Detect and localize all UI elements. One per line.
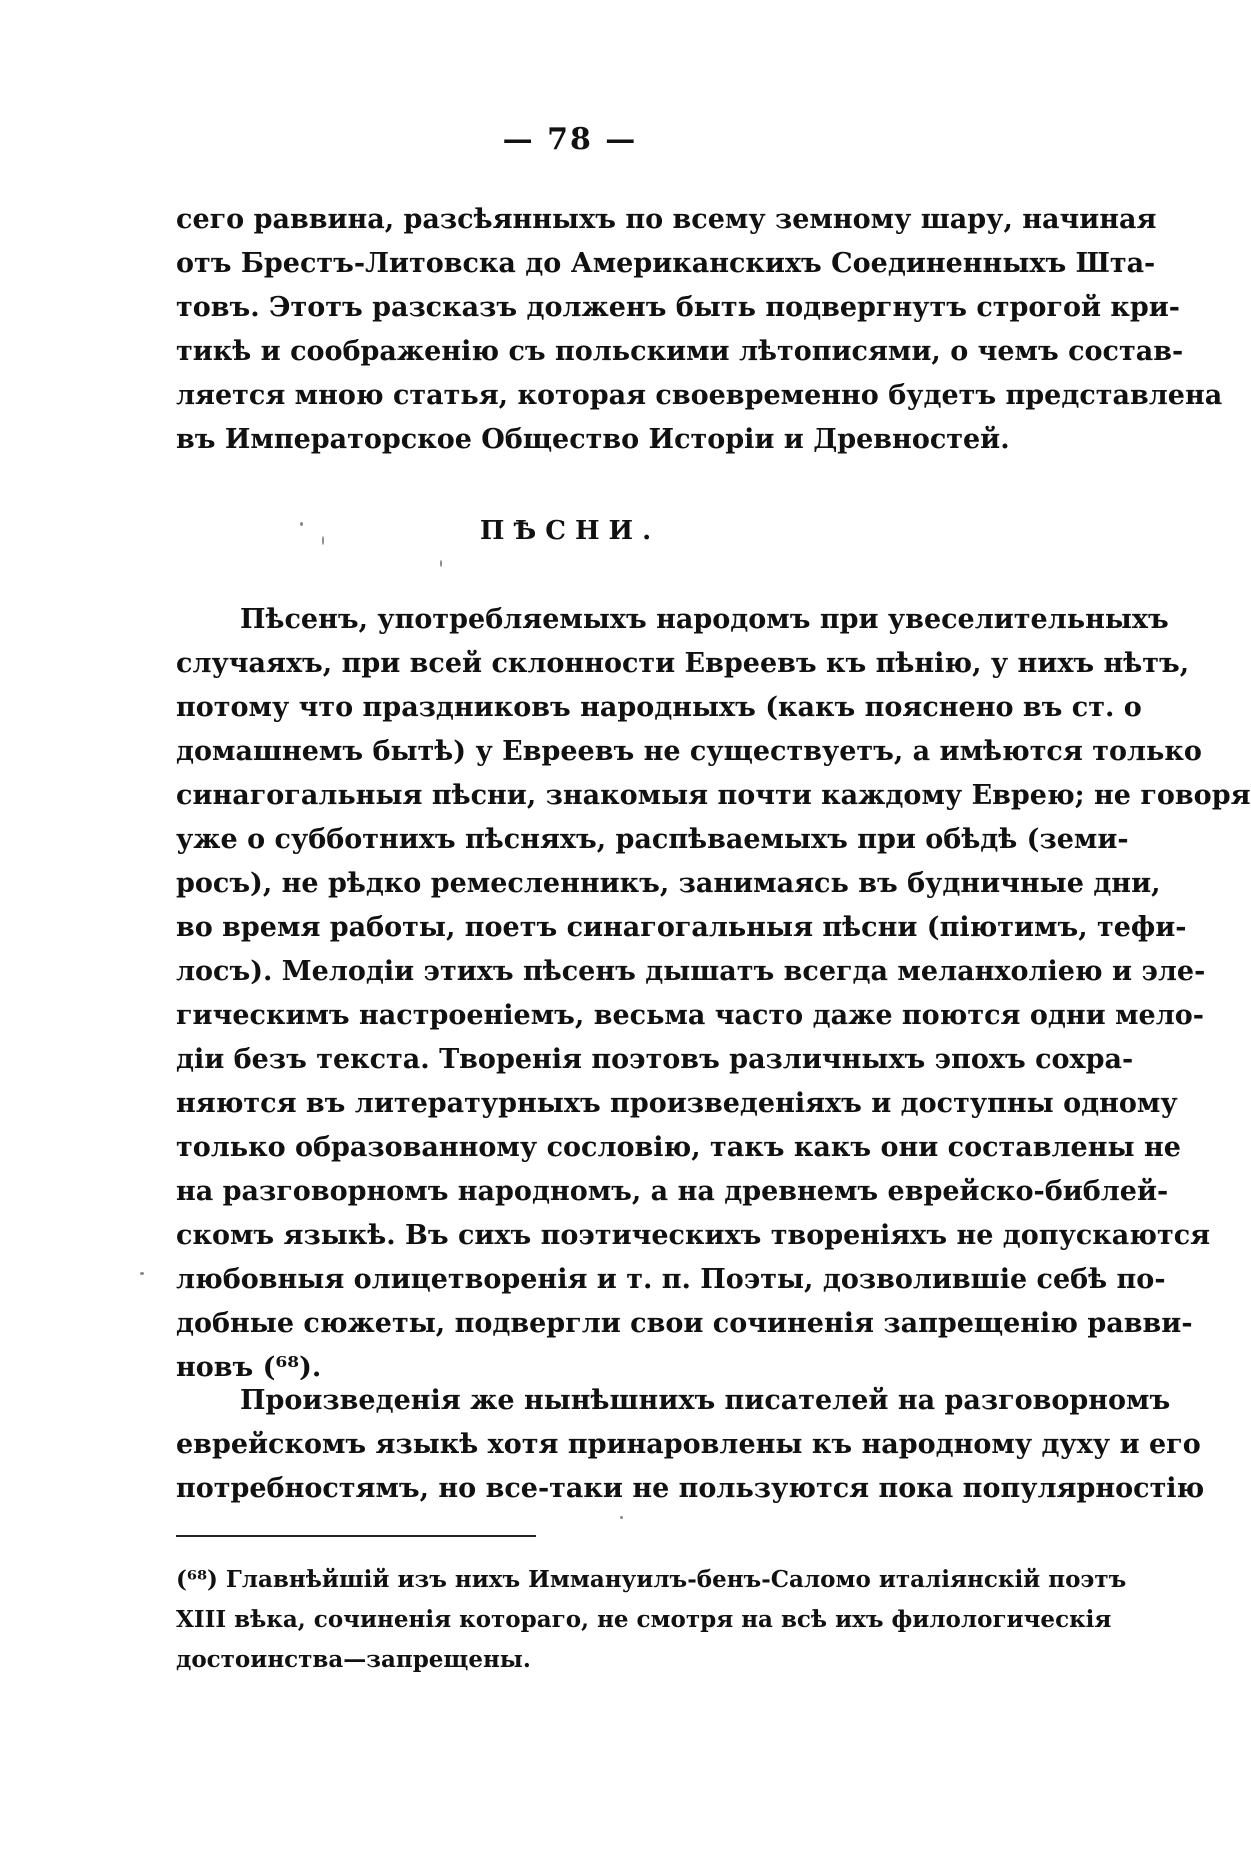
intro-paragraph (176, 198, 1223, 462)
text-line: на разговорномъ народномъ, а на древнемъ еврейско-библей- (176, 1176, 1169, 1207)
text-line: діи безъ текста. Творенія поэтовъ различныхъ эпохъ сохра- (176, 1044, 1134, 1075)
text-line: домашнемъ бытѣ) у Евреевъ не существуетъ, а имѣются только (176, 736, 1202, 767)
footnote-line: достоинства—запрещены. (176, 1646, 531, 1673)
text-line: Произведенія же нынѣшнихъ писателей на разговорномъ (240, 1385, 1171, 1416)
songs-paragraph (176, 598, 1251, 1390)
modern-writers-paragraph (176, 1379, 1205, 1511)
text-line: гическимъ настроеніемъ, весьма часто даже поются одни мело- (176, 1000, 1204, 1031)
text-line: только образованному сословію, такъ какъ они составлены не (176, 1132, 1181, 1163)
page-number: — 78 — (502, 122, 638, 157)
text-line: росъ), не рѣдко ремесленникъ, занимаясь въ будничные дни, (176, 868, 1161, 899)
text-line: въ Императорское Общество Исторіи и Древностей. (176, 424, 1010, 455)
text-line: любовныя олицетворенія и т. п. Поэты, дозволившіе себѣ по- (176, 1264, 1166, 1295)
text-line: Пѣсенъ, употребляемыхъ народомъ при увеселительныхъ (240, 604, 1169, 635)
text-line: случаяхъ, при всей склонности Евреевъ къ пѣнію, у нихъ нѣтъ, (176, 648, 1190, 679)
print-speck (140, 1272, 144, 1275)
footnote-line: XIII вѣка, сочиненія котораго, не смотря на всѣ ихъ филологическія (176, 1606, 1112, 1633)
text-line: еврейскомъ языкѣ хотя принаровлены къ народному духу и его (176, 1429, 1201, 1460)
text-line: скомъ языкѣ. Въ сихъ поэтическихъ твореніяхъ не допускаются (176, 1220, 1211, 1251)
text-line: уже о субботнихъ пѣсняхъ, распѣваемыхъ при обѣдѣ (земи- (176, 824, 1129, 855)
text-line: лосъ). Мелодіи этихъ пѣсенъ дышатъ всегда меланхоліею и эле- (176, 956, 1206, 987)
print-speck (300, 522, 303, 526)
section-heading: ПѢСНИ. (479, 516, 661, 546)
text-line: добные сюжеты, подвергли свои сочиненія запрещенію равви- (176, 1308, 1193, 1339)
footnote-divider (176, 1535, 536, 1537)
text-line: тикѣ и соображенію съ польскими лѣтописями, о чемъ состав- (176, 336, 1184, 367)
print-speck (322, 536, 324, 545)
text-line: потому что праздниковъ народныхъ (какъ пояснено въ ст. о (176, 692, 1142, 723)
text-line: во время работы, поетъ синагогальныя пѣсни (піютимъ, тефи- (176, 912, 1187, 943)
text-line: синагогальныя пѣсни, знакомыя почти каждому Еврею; не говоря (176, 780, 1251, 811)
text-line: новъ (⁶⁸). (176, 1352, 322, 1383)
text-line: сего раввина, разсѣянныхъ по всему земному шару, начиная (176, 204, 1157, 235)
text-line: отъ Брестъ-Литовска до Американскихъ Соединенныхъ Шта- (176, 248, 1156, 279)
text-line: товъ. Этотъ разсказъ долженъ быть подвергнутъ строгой кри- (176, 292, 1180, 323)
footnote-line: (⁶⁸) Главнѣйшій изъ нихъ Иммануилъ-бенъ-Саломо италіянскій поэтъ (176, 1566, 1127, 1593)
print-speck (620, 1516, 623, 1519)
text-line: потребностямъ, но все-таки не пользуются пока популярностію (176, 1473, 1205, 1504)
text-line: ляется мною статья, которая своевременно будетъ представлена (176, 380, 1223, 411)
text-line: няются въ литературныхъ произведеніяхъ и доступны одному (176, 1088, 1178, 1119)
print-speck (440, 560, 442, 567)
footnote (176, 1560, 1127, 1680)
